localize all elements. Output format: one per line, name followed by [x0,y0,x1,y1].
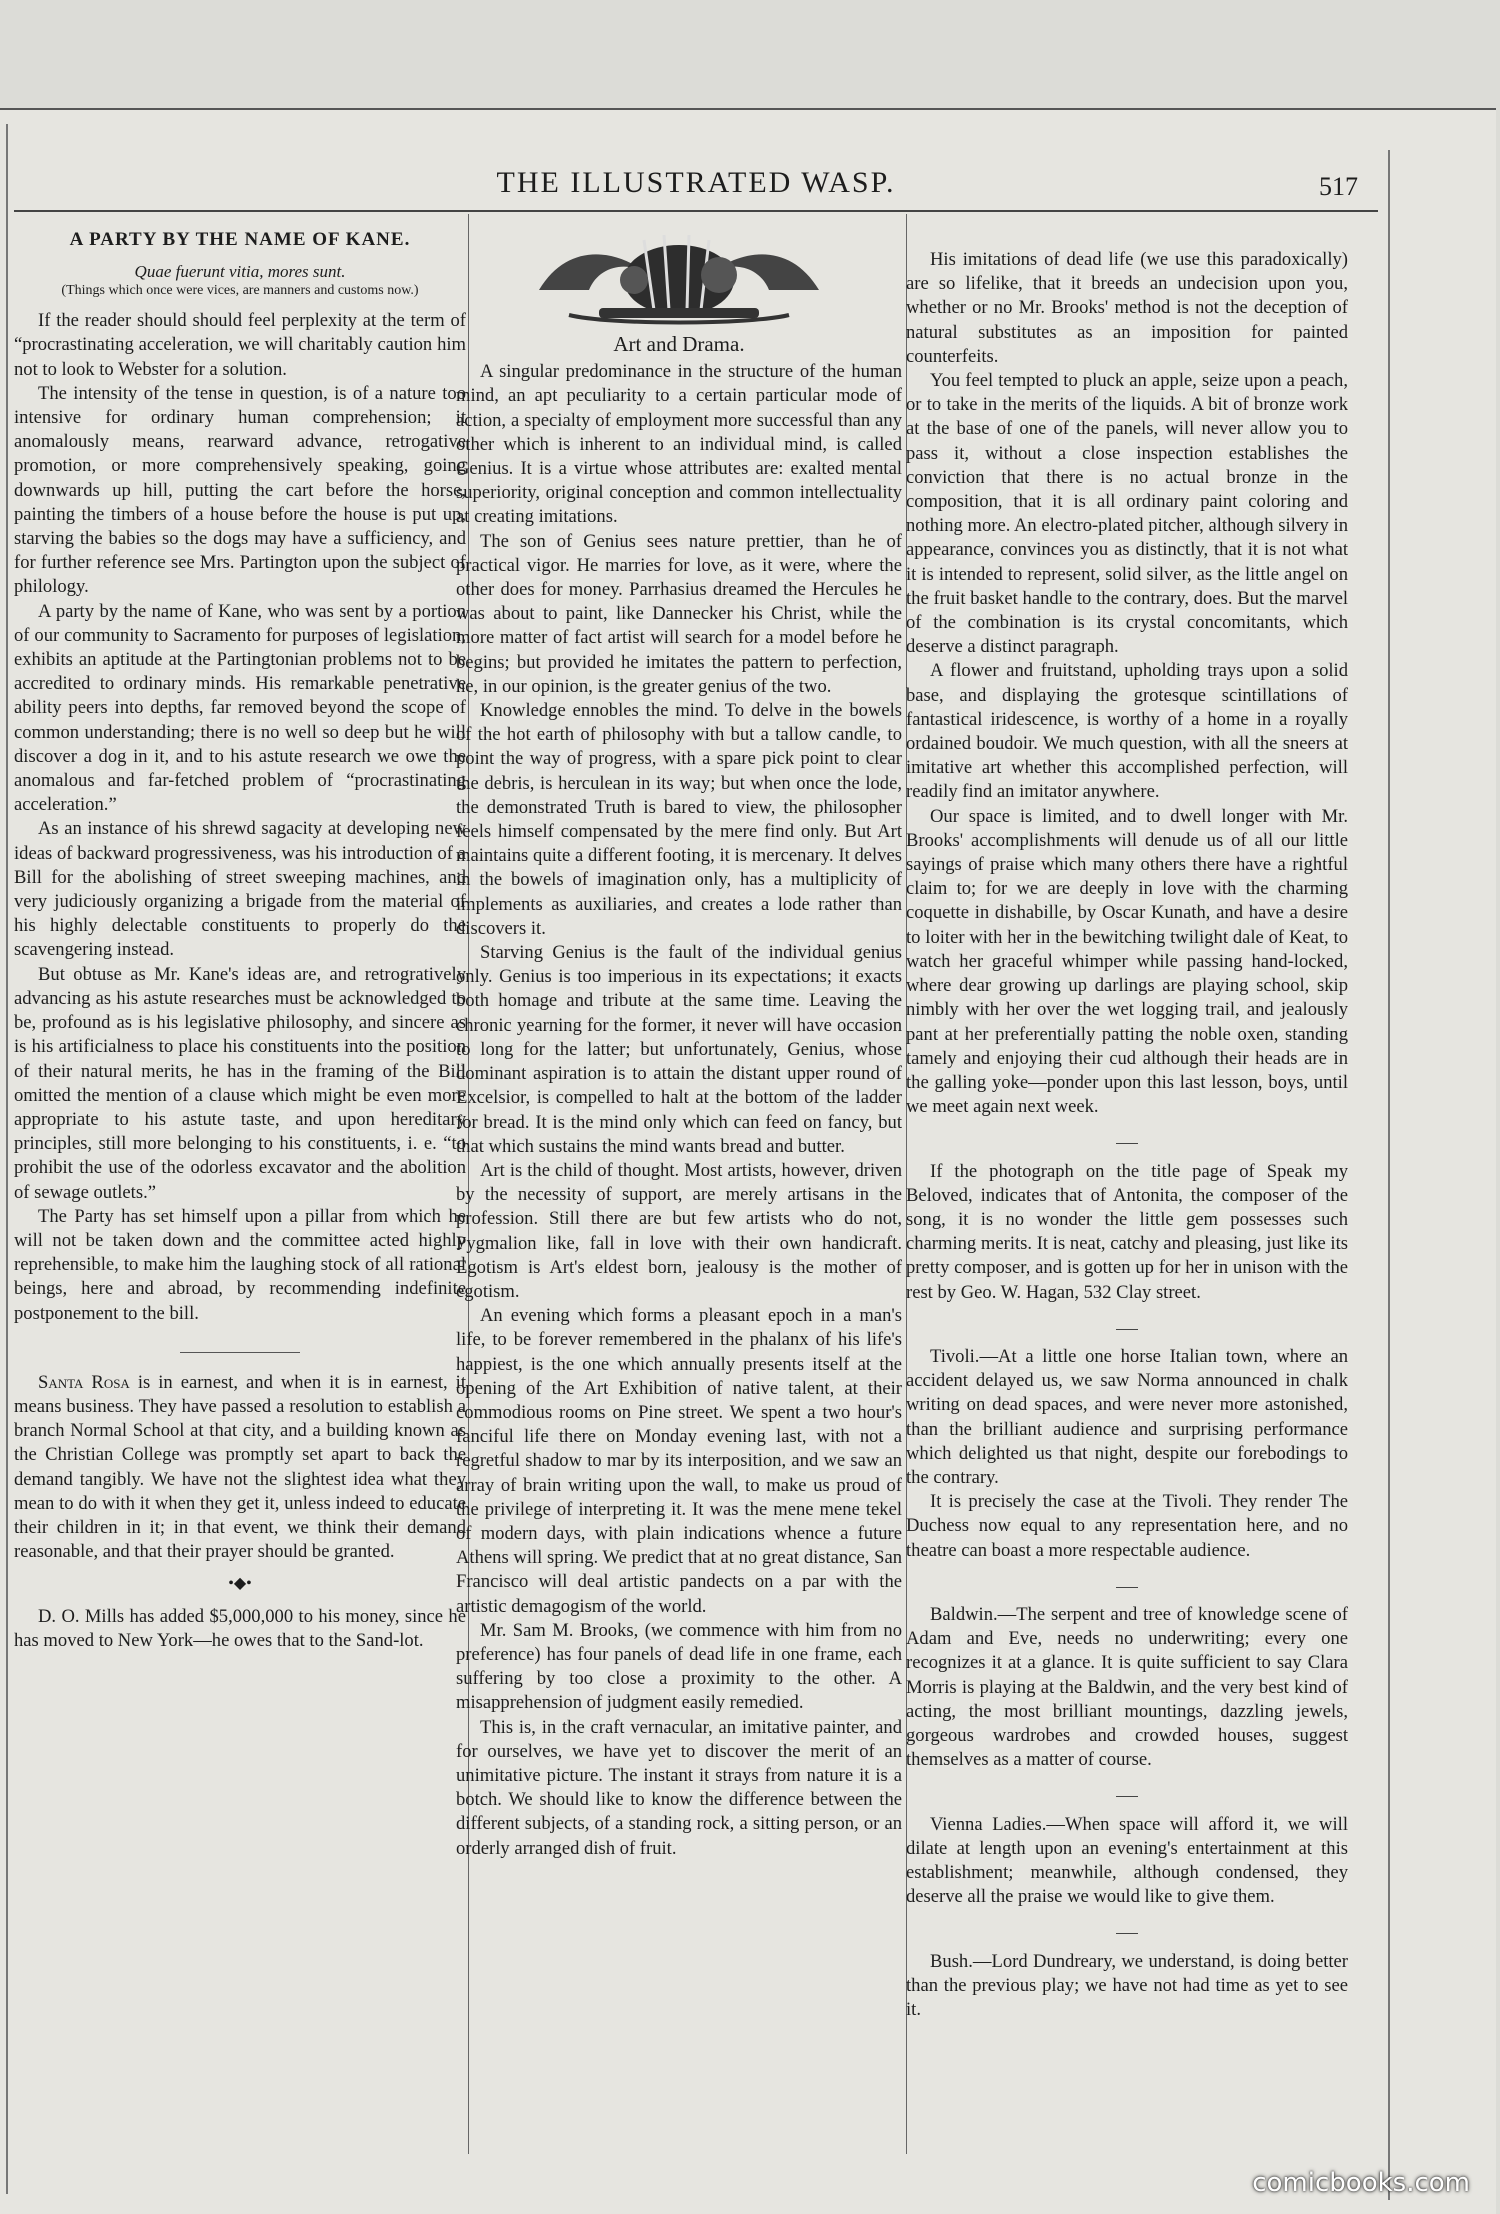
art-paragraph: Art is the child of thought. Most artists, however, driven by the necessity of support, are merely artisans in the profession. Still there are but few artists who do not, Pygmalion like, fall in love with their own handicraft. Egotism is Art's eldest born, jealousy is the mother of egotism. [456,1159,902,1302]
kunath-paragraph: Our space is limited, and to dwell longer with Mr. Brooks' accomplishments will denude us of all our little sayings of praise which many others there have a rightful claim to; for we are deeply in love with the charming coquette in dishabille, by Oscar Kunath, and have a desire to loiter with her in the bewitching twilight dale of Keat, to watch her graceful whimper while passing hand-locked, where dear growing up darlings are playing school, skip nimbly with her over the wet logging trail, and jealously pant at her preferentially patting the noble oxen, standing tamely and enjoying their cud although their heads are in the galling yoke—ponder upon this last lesson, boys, until we meet again next week. [906,805,1348,1118]
masthead-title: THE ILLUSTRATED WASP. [496,166,896,199]
dash-separator [906,1127,1348,1151]
kane-motto: Quae fuerunt vitia, mores sunt. [134,262,346,282]
kane-motto-translation: (Things which once were vices, are manners and customs now.) [61,283,419,299]
page-header [14,160,1378,212]
kane-article-title: A PARTY BY THE NAME OF KANE. [69,229,411,250]
photograph-paragraph: If the photograph on the title page of Speak my Beloved, indicates that of Antonita, the composer of the song, it is no wonder the little gem possesses such charming merits. It is neat, catchy and pleasing, just like its pretty composer, and is gotten up for her in unison with the rest by Geo. W. Hagan, 532 Clay street. [906,1160,1348,1303]
site-watermark: comicbooks.com [1252,2168,1470,2198]
art-paragraph: The son of Genius sees nature prettier, than he of practical vigor. He marries for love, as it were, where the other does for money. Parrhasius dreamed the Hercules he was about to paint, like Dannecker his Christ, while the more matter of fact artist will search for a model before he begins; but provided he imitates the pattern to perfection, he, in our opinion, is the greater genius of the two. [456,530,902,697]
column-1 [14,214,466,2160]
art-paragraph: Mr. Sam M. Brooks, (we commence with him from no preference) has four panels of dead life in one frame, each suffering by too close a proximity to the other. A misapprehension of judgment easily remedied. [456,1619,902,1714]
page-number: 517 [1319,172,1358,201]
column-3 [906,214,1348,2160]
left-margin-rule [6,124,8,2194]
art-drama-title: Art and Drama. [613,332,745,356]
kane-paragraph: A party by the name of Kane, who was sent by a portion of our community to Sacramento for purposes of legislation, exhibits an aptitude at the Partingtonian problems not to be accredited to ordinary minds. His remarkable penetrative ability peers into depths, far removed beyond the scope of common understanding; there is no well so deep but he will discover a dog in it, and to his astute research we owe the anomalous and far-fetched problem of “procrastinating acceleration.” [14,600,466,816]
art-vignette-icon [529,220,829,330]
dash-separator [906,1313,1348,1337]
dash-separator [906,1917,1348,1941]
kane-paragraph: If the reader should should feel perplexity at the term of “procrastinating acceleration, we will charitably caution him not to look to Webster for a solution. [14,310,466,380]
baldwin-paragraph: Baldwin.—The serpent and tree of knowledge scene of Adam and Eve, needs no underwriting; every one recognizes it at a glance. It is quite sufficient to say Clara Morris is playing at the Baldwin, and the very best kind of acting, the most brilliant mountings, dazzling jewels, gorgeous wardrobes and crowded houses, suggest themselves as a matter of course. [906,1603,1348,1771]
kane-paragraph: The Party has set himself upon a pillar from which he will not be taken down and the committee acted highly reprehensible, to make him the laughing stock of all rational beings, here and abroad, by recommending indefinite postponement to the bill. [14,1205,466,1324]
dash-separator [906,1571,1348,1595]
art-paragraph: This is, in the craft vernacular, an imitative painter, and for ourselves, we have yet to discover the merit of an unimitative picture. The instant it strays from nature it is a botch. We should like to know the difference between the different subjects, of a standing rock, a sitting person, or an orderly arranged dish of fruit. [456,1716,902,1859]
santa-rosa-lead: Santa Rosa [38,1371,130,1393]
header-rule [14,210,1378,212]
right-margin-rule [1388,150,1390,2200]
kane-paragraph: But obtuse as Mr. Kane's ideas are, and retrogratively advancing as his astute researches must be acknowledged to be, profound as is his legislative philosophy, and sincere as is his artificialness to place his constituents into the position of their natural merits, he has in the framing of the Bill omitted the mention of a clause which might be even more appropriate to his astute taste, and upon hereditary principles, still more belonging to his constituents, i. e. “to prohibit the use of the odorless excavator and the abolition of sewage outlets.” [14,963,466,1203]
brooks-paragraph: You feel tempted to pluck an apple, seize upon a peach, or to take in the merits of the liquids. A bit of bronze work at the base of one of the panels, will never allow you to pass it, without a close inspection establishes the conviction that there is no actual bronze in the composition, that it is all ordinary paint coloring and nothing more. An electro-plated pitcher, although silvery in appearance, convinces you as distinctly, that it is not what it is intended to represent, solid silver, as the little angel on the fruit basket handle to the contrary, does. But the marvel of the combination is its crystal concomitants, which deserve a distinct paragraph. [906,370,1348,658]
dash-separator [906,1780,1348,1804]
tivoli-paragraph: Tivoli.—At a little one horse Italian town, where an accident delayed us, we saw Norma announced in chalk writing on dead spaces, and were never more astonished, than the brilliant audience and surprising performance which delighted us that night, despite our forebodings to the contrary. [906,1345,1348,1488]
santa-rosa-text: is in earnest, and when it is in earnest, it means business. They have passed a resolution to establish a branch Normal School at that city, and a building known as the Christian College was promptly set apart to back the demand tangibly. We have not the slightest idea what they mean to do with it when they get it, unless indeed to educate their children in it; in that event, we think their demand reasonable, and that their prayer should be granted. [14,1371,466,1563]
brooks-paragraph: A flower and fruitstand, upholding trays upon a solid base, and displaying the grotesque scintillations of fantastical iridescence, is worthy of a home in a royally ordained boudoir. We much question, with all the sneers at imitative art whether this accomplished perfection, will readily find an imitator anywhere. [906,660,1348,803]
mills-paragraph: D. O. Mills has added $5,000,000 to his money, since he has moved to New York—he owes that to the Sand-lot. [14,1605,466,1651]
art-paragraph: Knowledge ennobles the mind. To delve in the bowels of the hot earth of philosophy with but a tallow candle, to point the way of progress, with a spare pick point to clear the debris, is herculean in its way; but when once the lode, the demonstrated Truth is bared to view, the philosopher feels himself compensated by the mere find only. But Art maintains quite a different footing, it is mercenary. It delves in the bowels of imagination only, has a multiplicity of implements as auxiliaries, and creates a lode rather than discovers it. [456,700,902,939]
tivoli-paragraph: It is precisely the case at the Tivoli. They render The Duchess now equal to any representation here, and no theatre can boast a more respectable audience. [906,1491,1348,1561]
art-paragraph: An evening which forms a pleasant epoch in a man's life, to be forever remembered in the phalanx of his life's happiest, is the one which annually presents itself at the opening of the Art Exhibition of native talent, at their commodious rooms on Pine street. We spent a two hour's fanciful life there on Monday evening last, with not a regretful shadow to mar by its interposition, and we saw an array of brain writing upon the wall, to make us proud of the privilege of interpreting it. It was the mene mene tekel of modern days, with plain indications whence a future Athens will spring. We predict that at no great distance, San Francisco will deal artistic pandects on a par with the artistic demagogism of the world. [456,1305,902,1617]
kane-paragraph: As an instance of his shrewd sagacity at developing new ideas of backward progressiveness, was his introduction of a Bill for the abolishing of street sweeping machines, and very judiciously organizing a brigade from the material of his highly delectable constituents to properly do the scavengering instead. [14,818,466,961]
bush-paragraph: Bush.—Lord Dundreary, we understand, is doing better than the previous play; we have not had time as yet to see it. [906,1950,1348,2021]
art-paragraph: A singular predominance in the structure of the human mind, an apt peculiarity to a certain particular mode of action, a specialty of employment more successful than any other which is inherent to an individual mind, is called Genius. It is a virtue whose attributes are: exalted mental superiority, original conception and common intellectuality at creating imitations. [456,361,902,528]
vienna-paragraph: Vienna Ladies.—When space will afford it, we will dilate at length upon an evening's entertainment at this establishment; meanwhile, although condensed, they deserve all the praise we would like to give them. [906,1813,1348,1908]
column-2 [456,214,902,2160]
article-separator [180,1352,300,1353]
ornament-separator: •◆• [228,1575,252,1593]
brooks-paragraph: His imitations of dead life (we use this paradoxically) are so lifelike, that it breeds an undecision upon you, whether or no Mr. Brooks' method is not the deception of natural substitutes as an imposition for painted counterfeits. [906,249,1348,367]
santa-rosa-paragraph [14,1371,466,1565]
kane-paragraph: The intensity of the tense in question, is of a nature too intensive for ordinary human comprehension; it anomalously means, rearward advance, retrogative promotion, or more comprehensively speaking, going downwards up hill, putting the cart before the horse, painting the timbers of a house before the house is put up, starving the babies so the dogs may have a sufficiency, and for further reference see Mrs. Partington upon the subject of philology. [14,382,466,598]
art-paragraph: Starving Genius is the fault of the individual genius only. Genius is too imperious in its expectations; it exacts both homage and tribute at the same time. Leaving the chronic yearning for the former, it never will have occasion to long for the latter; but unfortunately, Genius, whose dominant aspiration is to attain the distant upper round of Excelsior, is compelled to halt at the bottom of the ladder for bread. It is the mind only which can feed on fancy, but that which sustains the mind wants bread and butter. [456,942,902,1157]
